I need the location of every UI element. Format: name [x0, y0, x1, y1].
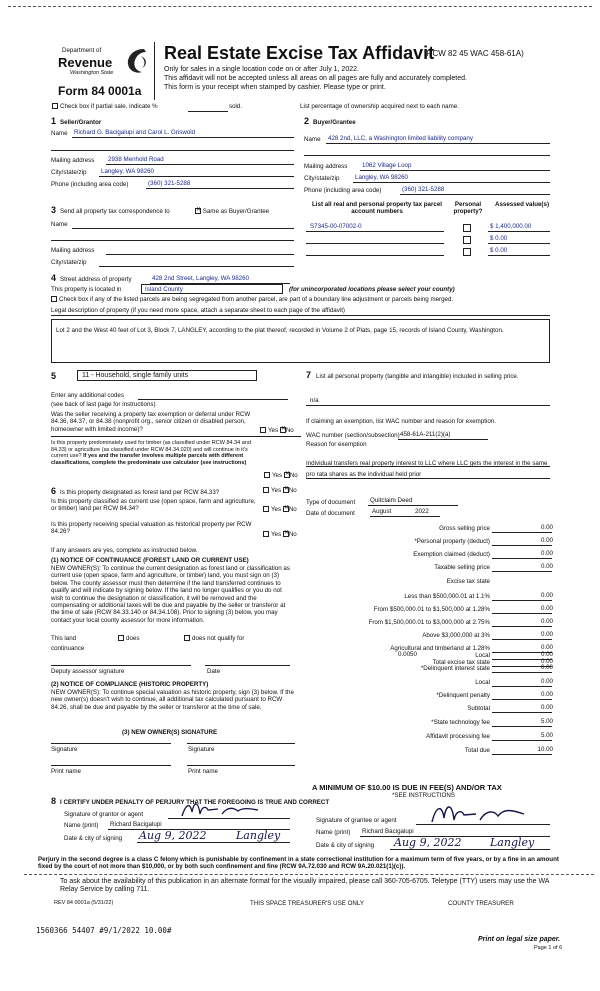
legal-size-note: Print on legal size paper. [478, 936, 561, 943]
header-note-3: This form is your receipt when stamped by cashier. Please type or print. [164, 84, 386, 91]
calc-label: Excise tax state [446, 578, 490, 585]
sec4-unincorporated: (for unincorporated locations please select your county) [289, 286, 455, 293]
sec5-divider-1 [51, 436, 301, 437]
buyer-city-label: City/state/zip [304, 175, 340, 182]
owner1-signature-line[interactable] [51, 743, 171, 744]
owner2-signature-line[interactable] [187, 743, 295, 744]
calc-label: Taxable selling price [434, 564, 490, 571]
sec6-q1-yes-checkbox[interactable] [263, 487, 269, 493]
calc-line [492, 545, 552, 546]
sec7-reason-line-1 [306, 466, 550, 467]
deputy-signature-line[interactable] [51, 665, 191, 666]
buyer-mailing[interactable]: 1062 Village Loop [362, 162, 412, 169]
legal-description-box[interactable] [51, 319, 550, 363]
sec7-doc-date-label: Date of document [306, 510, 355, 517]
same-as-buyer-checkbox[interactable] [195, 208, 201, 214]
see-instructions: *SEE INSTRUCTIONS [392, 792, 455, 799]
sec7-value-line [306, 405, 550, 406]
sec5-q2-answer [264, 472, 298, 479]
sec4-legal-label: Legal description of property (if you need more space, attach a separate sheet to each page of the affidavit) [51, 307, 345, 314]
calc-line [492, 532, 552, 533]
grantor-sig-label: Signature of grantor or agent [64, 811, 144, 818]
top-dashed-border [8, 6, 592, 7]
county-select[interactable] [141, 284, 283, 294]
sec6-deputy: Deputy assessor signature [51, 668, 125, 675]
sec6-q3-no-checkbox[interactable] [283, 531, 289, 537]
buyer-mailing-line [360, 170, 550, 171]
seller-mailing-label: Mailing address [51, 157, 95, 164]
grantee-sig-label: Signature of grantee or agent [316, 817, 397, 824]
calc-value[interactable]: 0.00 [540, 537, 553, 544]
sec5-additional-note: (see back of last page for instructions) [51, 401, 156, 408]
calc-line [492, 558, 552, 559]
sec5-q1-answer [260, 427, 294, 434]
partial-sale-row [52, 103, 158, 110]
sec6-q2: Is this property classified as current use (open space, farm and agriculture, or timber) land per RCW 84.34? [51, 498, 256, 513]
seller-mailing-line [106, 164, 294, 165]
availability-note: To ask about the availability of this publication in an alternate format for the visually impaired, please call 360-705-6705. Teletype (TTY) users may use the WA Relay Service by calling 711. [60, 878, 550, 893]
sec5-q1-no-label: No [285, 427, 294, 434]
sec4-segregated: Check box if any of the listed parcels are being segregated from another parcel, are part of a boundary line adjustment or parcels being merged. [59, 296, 454, 303]
sec3-city-label: City/state/zip [51, 259, 87, 266]
county-value: Island County [145, 286, 183, 293]
sold-label: sold. [229, 103, 243, 110]
calc-label: Affidavit processing fee [426, 733, 490, 740]
dept-line1: Department of [62, 47, 102, 54]
sec3-mailing-label: Mailing address [51, 247, 95, 254]
parcel-number[interactable]: S7345-00-07002-0 [310, 223, 362, 230]
grantee-date-line [390, 849, 550, 850]
sec3-name-line-2 [51, 240, 294, 241]
seller-city-line [99, 176, 294, 177]
grantor-city[interactable]: Langley [236, 829, 281, 842]
sec6-n3-title: (3) NEW OWNER(S) SIGNATURE [122, 729, 218, 736]
sec6-q1-no-label: No [288, 487, 297, 494]
sec6-deputy-date: Date [207, 668, 221, 675]
calc-value[interactable]: 0.00 [540, 618, 553, 625]
calc-label: Less than $500,000.01 at 1.1% [404, 593, 490, 600]
seller-heading: Seller/Grantor [60, 119, 102, 126]
sec5-q2b: If yes and the transfer involves multiple parcels with different classifications, complete the predominate use calculator (see instructions) [51, 453, 247, 466]
sec6-q3-yes-label: Yes [271, 531, 282, 538]
perjury-notice [38, 856, 568, 870]
assessed-value-line [488, 243, 550, 244]
buyer-phone-line [400, 194, 550, 195]
sec5-q2-yes-checkbox[interactable] [264, 472, 270, 478]
buyer-phone[interactable]: (360) 321-5288 [402, 186, 445, 193]
rcw-reference: (RCW 82 45 WAC 458-61A) [424, 49, 524, 58]
calc-value[interactable]: 0.00 [540, 592, 553, 599]
calc-value[interactable]: 10.00 [537, 746, 553, 753]
buyer-mailing-label: Mailing address [304, 163, 348, 170]
calc-label: *Personal property (deduct) [414, 538, 490, 545]
sec6-q2-no-label: No [288, 506, 297, 513]
header-note-2: This affidavit will not be accepted unless all areas on all pages are fully and accurately completed. [164, 75, 467, 82]
grantee-date[interactable]: Aug 9, 2022 [394, 836, 462, 849]
sec7-text: List all personal property (tangible and intangible) included in selling price. [316, 373, 519, 380]
sec5-additional-label: Enter any additional codes [51, 392, 124, 399]
grantor-date-line [137, 842, 290, 843]
sec8-certify: I CERTIFY UNDER PENALTY OF PERJURY THAT THE FOREGOING IS TRUE AND CORRECT [60, 799, 330, 806]
sec7-doc-type-label: Type of document [306, 499, 356, 506]
calc-label: *Delinquent interest state [420, 665, 490, 672]
calc-value[interactable]: 0.00 [540, 678, 553, 685]
assessed-value[interactable]: $ 1,400,000.00 [490, 223, 532, 230]
calc-line [492, 686, 552, 687]
county-treasurer: COUNTY TREASURER [448, 900, 514, 907]
calc-value[interactable]: 0.00 [540, 651, 553, 658]
sec3-name-label: Name [51, 221, 68, 228]
sec6-q1-no-checkbox[interactable] [283, 487, 289, 493]
sec6-n2-body: NEW OWNER(S): To continue special valuation as historic property, sign (3) below. If the new owner(s) doesn't wish to continue, all additional tax calculated pursuant to RCW 84.26, shall be due and payable by the seller or transferor at the time of sale. [51, 689, 294, 711]
perjury-text: Perjury in the second degree is a class C felony which is punishable by confinement in a state correctional institution for a maximum term of five years, or by a fine in an amount fixed by the court of not more than $10,000, or by both such confinement and fine (RCW 9A.72.030 and RCW 9A.20.021(1)(c)). [38, 856, 559, 871]
sec5-q1-yes-label: Yes [268, 427, 279, 434]
sec3-same-label: Same as Buyer/Grantee [202, 208, 270, 215]
sec6-does-not-row [184, 635, 244, 642]
use-code-select[interactable] [77, 370, 257, 381]
seller-city-label: City/state/zip [51, 169, 87, 176]
calc-value[interactable]: 0.00 [540, 664, 553, 671]
calc-label: Local [475, 679, 490, 686]
calc-line [492, 699, 552, 700]
seller-city[interactable]: Langley, WA 98260 [101, 168, 154, 175]
sec6-print1: Print name [51, 768, 81, 775]
sec6-q3-answer [263, 531, 297, 538]
seller-num: 1 [51, 116, 57, 126]
form-rev: REV 84 0001a (5/31/22) [54, 900, 114, 906]
assessed-value-line [488, 255, 550, 256]
buyer-heading: Buyer/Grantee [313, 119, 356, 126]
sec6-does: does [126, 635, 140, 642]
page-number: Page 1 of 6 [534, 945, 563, 951]
assessed-value-line [488, 231, 550, 232]
calc-value[interactable]: 0.00 [540, 524, 553, 531]
seller-name-line [72, 137, 294, 138]
parcel-line [306, 243, 444, 244]
sec5-additional-line [138, 399, 288, 400]
minimum-due: A MINIMUM OF $10.00 IS DUE IN FEE(S) AND/OR TAX [312, 783, 502, 792]
sec3-name-line [72, 228, 294, 229]
sec7-doc-date-line [370, 516, 440, 517]
sec7-doc-date-month[interactable]: August [372, 508, 392, 515]
grantee-name[interactable]: Richard Bacigalupi [362, 828, 414, 835]
buyer-city[interactable]: Langley, WA 98260 [355, 174, 408, 181]
sec6-print2: Print name [188, 768, 218, 775]
sec7-exempt-text: If claiming an exemption, list WAC number and reason for exemption. [306, 418, 496, 425]
sec5-q2-no-checkbox[interactable] [284, 472, 290, 478]
sec7-reason[interactable]: Individual transfers real property interest to LLC where LLC gets the interest in the same pro rata shares as the individual held prior [306, 460, 548, 478]
sec5-q1-no-checkbox[interactable] [280, 427, 286, 433]
sec5-q1-yes-checkbox[interactable] [260, 427, 266, 433]
calc-label: Gross selling price [439, 525, 490, 532]
seller-name-label: Name [51, 130, 68, 137]
calc-line [492, 672, 552, 673]
sec5-num: 5 [51, 371, 57, 381]
grantee-name-label: Name (print) [316, 829, 351, 836]
seller-name-line-2 [51, 150, 294, 151]
dept-logo-text: Revenue [58, 55, 113, 70]
dept-line3: Washington State [70, 70, 114, 76]
sec6-q1-answer [263, 487, 297, 494]
grantor-signature-image [178, 796, 268, 822]
grantor-name[interactable]: Richard Bacigalupi [110, 821, 162, 828]
sec6-continuance: continuance [51, 645, 85, 652]
calc-line [492, 740, 552, 741]
sec7-reason-line-2 [306, 478, 550, 479]
partial-sale-blank[interactable] [188, 111, 228, 112]
sec7-reason-label: Reason for exemption [306, 441, 367, 448]
sec6-q2-no-checkbox[interactable] [283, 506, 289, 512]
parcels-col2: Personal property? [453, 201, 483, 216]
owner2-print-line[interactable] [187, 765, 295, 766]
grantor-date[interactable]: Aug 9, 2022 [139, 829, 207, 842]
sec7-doc-date-year[interactable]: 2022 [415, 508, 429, 515]
sec6-n1-title: (1) NOTICE OF CONTINUANCE (FOREST LAND OR CURRENT USE) [51, 557, 249, 564]
page-title: Real Estate Excise Tax Affidavit [164, 43, 435, 63]
sec4-num: 4 [51, 273, 57, 283]
calc-label: Subtotal [467, 705, 490, 712]
personal-property-checkbox[interactable] [463, 224, 471, 232]
personal-property-checkbox[interactable] [463, 236, 471, 244]
does-qualify-checkbox[interactable] [118, 635, 124, 641]
sec6-q3-no-label: No [288, 531, 297, 538]
sec3-mailing-line [106, 254, 294, 255]
legal-description: Lot 2 and the West 40 feet of Lot 3, Block 7, LANGLEY, according to the plat thereof, recorded in Volume 2 of Plats, page 15, records of Island County, Washington. [56, 327, 504, 334]
parcels-col1: List all real and personal property tax parcel account numbers [312, 201, 442, 216]
sec7-num: 7 [306, 370, 312, 380]
sec6-q3-yes-checkbox[interactable] [263, 531, 269, 537]
sec6-sig2: Signature [188, 746, 215, 753]
grantor-date-label: Date & city of signing [64, 835, 123, 842]
sec5-q2-no-label: No [289, 472, 298, 479]
sec5-q1: Was the seller receiving a property tax exemption or deferral under RCW 84.36, 84.37, or 84.38 (nonprofit org., senior citizen or disabled person, homeowner with limited income)? [51, 411, 251, 433]
owner1-print-line[interactable] [51, 765, 171, 766]
calc-value[interactable]: 0.00 [540, 658, 553, 665]
calc-label: Exemption claimed (deduct) [413, 551, 490, 558]
calc-label: From $1,500,000.01 to $3,000,000 at 2.75% [368, 619, 490, 626]
sec6-sig1: Signature [51, 746, 78, 753]
calc-label: Total excise tax state [432, 659, 490, 666]
buyer-name-line [326, 143, 550, 144]
form-number: Form 84 0001a [58, 84, 142, 98]
calc-value[interactable]: 0.00 [540, 644, 553, 651]
calc-value[interactable]: 0.00 [540, 605, 553, 612]
sec6-q2-yes-checkbox[interactable] [263, 506, 269, 512]
sec3-num: 3 [51, 205, 57, 215]
buyer-city-line [353, 182, 550, 183]
sec7-wac[interactable]: 458-61A-211(2)(a) [400, 431, 451, 438]
parcel-line [306, 255, 444, 256]
calc-line [492, 571, 552, 572]
treasurer-only: THIS SPACE TREASURER'S USE ONLY [250, 900, 364, 907]
local-rate: 0.0050 [398, 651, 417, 658]
seller-phone-line [146, 188, 294, 189]
calc-value[interactable]: 5.00 [540, 732, 553, 739]
parcel-line [306, 231, 444, 232]
segregated-checkbox[interactable] [51, 296, 57, 302]
sec7-wac-line [398, 439, 488, 440]
calc-line [492, 613, 552, 614]
does-not-qualify-checkbox[interactable] [184, 635, 190, 641]
personal-property-checkbox[interactable] [463, 248, 471, 256]
buyer-phone-label: Phone (including area code) [304, 187, 382, 194]
seller-name[interactable]: Richard G. Bacigalupi and Carol L. Griswold [74, 129, 196, 136]
sec5-q2-yes-label: Yes [272, 472, 283, 479]
calc-line [492, 626, 552, 627]
sec4-segregated-row [51, 296, 453, 303]
sec7-wac-label: WAC number (section/subsection) [306, 432, 400, 439]
calc-value[interactable]: 0.00 [540, 550, 553, 557]
seller-phone-label: Phone (including area code) [51, 181, 129, 188]
mid-dashed-border [24, 874, 594, 875]
buyer-num: 2 [304, 116, 310, 126]
assessed-value[interactable]: $ 0.00 [490, 247, 508, 254]
calc-line [492, 659, 552, 660]
sec3-text: Send all property tax correspondence to [60, 208, 170, 215]
calc-value[interactable]: 0.00 [540, 563, 553, 570]
calc-value[interactable]: 0.00 [540, 691, 553, 698]
parcels-col3: Assessed value(s) [495, 201, 549, 208]
sec6-n2-title: (2) NOTICE OF COMPLIANCE (HISTORIC PROPERTY) [51, 681, 209, 688]
sec6-q1: Is this property designated as forest land per RCW 84.33? [60, 489, 220, 496]
grantee-signature-image [428, 798, 528, 828]
recording-stamp: 1560366 54407 #9/1/2022 10.00# [36, 926, 172, 935]
calc-label: *State technology fee [431, 719, 490, 726]
sec4-street-label: Street address of property [60, 276, 132, 283]
partial-sale-checkbox[interactable] [52, 103, 58, 109]
calc-line [492, 639, 552, 640]
calc-line [492, 600, 552, 601]
grantor-name-label: Name (print) [64, 822, 99, 829]
sec6-q2-answer [263, 506, 297, 513]
buyer-name-line-2 [304, 155, 550, 156]
grantee-date-label: Date & city of signing [316, 842, 375, 849]
calc-value[interactable]: 0.00 [540, 704, 553, 711]
sec6-q1-yes-label: Yes [271, 487, 282, 494]
sec7-doc-type[interactable]: Quitclaim Deed [370, 497, 413, 504]
buyer-name-label: Name [304, 136, 321, 143]
buyer-name[interactable]: 428 2nd, LLC, a Washington limited liability company [328, 135, 473, 142]
calc-label: Agricultural and timberland at 1.28% [390, 645, 490, 652]
sec6-does-row [118, 635, 139, 642]
sec6-this-land: This land [51, 635, 77, 642]
sec7-value[interactable]: n/a [310, 397, 319, 404]
sec6-q2-yes-label: Yes [271, 506, 282, 513]
calc-label: Total due [464, 747, 490, 754]
header-divider [154, 42, 155, 100]
wa-dept-logo-icon [124, 46, 150, 76]
list-pct-note: List percentage of ownership acquired next to each name. [300, 103, 459, 110]
sec6-does-not: does not qualify for [192, 635, 245, 642]
sec6-n1-body: NEW OWNER(S): To continue the current designation as forest land or classification as current use (open space, farm and agriculture, or timber) land, you must sign on (3) below. The county assessor must then determine if the land transferred continues to qualify and will indicate by signing below. If the land no longer qualifies or you do not wish to continue the designation or classification, it will be removed and the compensating or additional taxes will be due and payable by the seller or transferor at the time of sale (RCW 84.33.140 or 84.34.108). Prior to signing (3) below, you may contact your local county assessor for more information. [51, 565, 290, 624]
calc-value[interactable]: 0.00 [540, 631, 553, 638]
grantee-city[interactable]: Langley [490, 836, 535, 849]
partial-sale-label: Check box if partial sale, indicate % [60, 103, 158, 110]
sec4-located-label: This property is located in [51, 286, 122, 293]
sec7-doc-type-line [368, 505, 458, 506]
sec6-num: 6 [51, 486, 57, 496]
seller-phone[interactable]: (360) 321-5288 [148, 180, 191, 187]
calc-label: *Delinquent penalty [436, 692, 490, 699]
sec6-q3: Is this property receiving special valuation as historical property per RCW 84.26? [51, 521, 252, 536]
sec8-num: 8 [51, 796, 57, 806]
sec4-legal-label-line [51, 315, 550, 316]
header-note-1: Only for sales in a single location code on or after July 1, 2022. [164, 66, 359, 73]
assessed-value[interactable]: $ 0.00 [490, 235, 508, 242]
calc-line [492, 712, 552, 713]
sec3-city-line [99, 266, 294, 267]
calc-label: Above $3,000,000 at 3% [422, 632, 490, 639]
sec3-same-row [195, 208, 269, 215]
calc-value[interactable]: 5.00 [540, 718, 553, 725]
calc-line [492, 726, 552, 727]
seller-mailing[interactable]: 2938 Menhold Road [108, 156, 164, 163]
sec5-q2 [51, 440, 261, 466]
calc-label: From $500,000.01 to $1,500,000 at 1.28% [373, 606, 490, 613]
deputy-date-line[interactable] [205, 665, 290, 666]
calc-line [492, 754, 552, 755]
calc-label: Local [475, 652, 490, 659]
sec4-street[interactable]: 428 2nd Street, Langley, WA 98260 [152, 275, 250, 282]
sec5-q2a: Is this property predominately used for timber (as classified under RCW 84.34 and 84.33) or agriculture (as classified under RCW 84.34.020) and will continue in it's current use? [51, 440, 251, 459]
sec6-if-yes: If any answers are yes, complete as instructed below. [51, 547, 198, 554]
use-code-value: 11 - Household, single family units [82, 372, 189, 379]
